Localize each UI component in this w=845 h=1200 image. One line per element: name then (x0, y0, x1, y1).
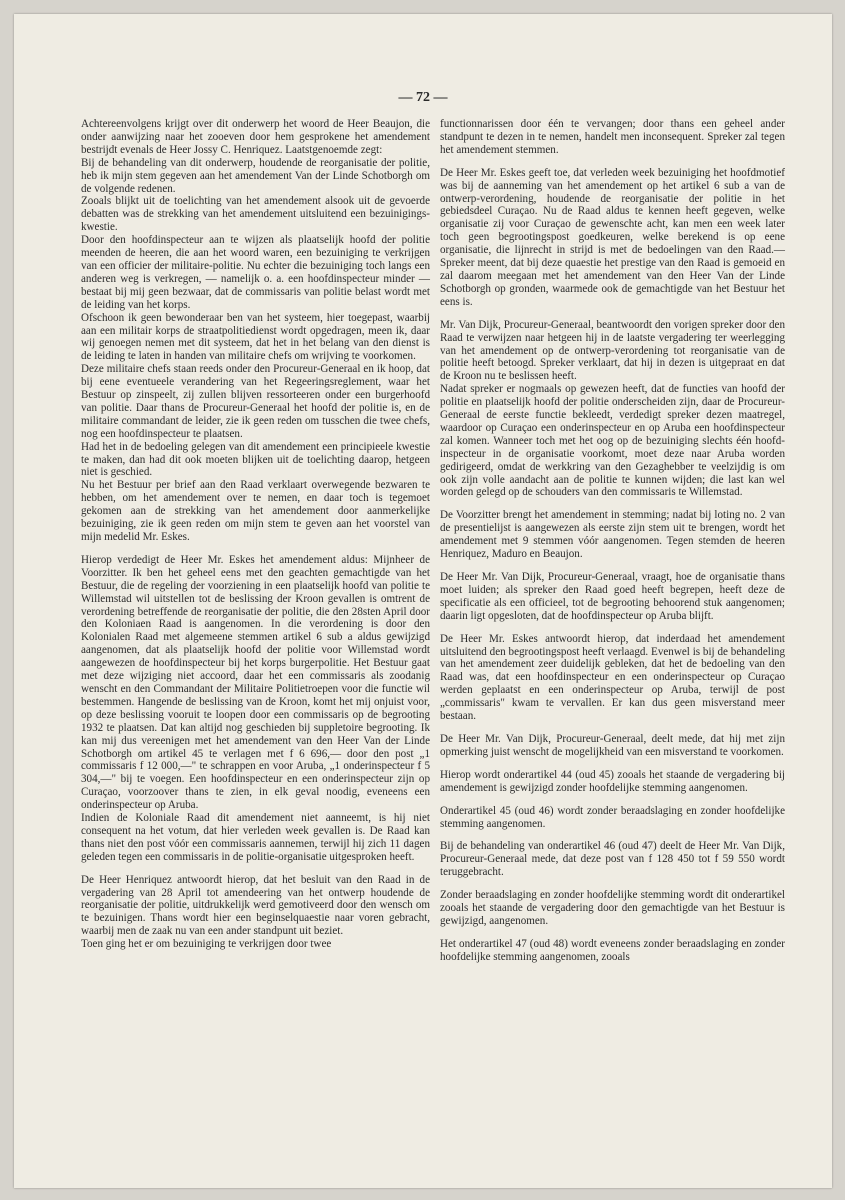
paragraph: Ofschoon ik geen bewonderaar ben van het systeem, hier toegepast, waarbij aan een militair korps de straatpolitiedienst wordt opgedragen, meen ik, daar wij genoegen nemen met dit systeem, dat het in het belang van den dienst is de leiding te laten in handen van militaire chefs om wrijving te voorkomen. (81, 311, 430, 363)
paragraph: Zooals blijkt uit de toelichting van het amendement alsook uit de gevoerde debatten was de strekking van het amendement uitsluitend een bezuinigings-kwestie. (81, 195, 430, 234)
left-column (81, 118, 430, 951)
paragraph: Achtereenvolgens krijgt over dit onderwerp het woord de Heer Beaujon, die onder aanwijzing naar het zooeven door hem gesprokene het amendement bestrijdt evenals de Heer Jossy C. Henriquez. Laatstgenoemde zegt: (81, 118, 430, 156)
paragraph: Deze militaire chefs staan reeds onder den Procureur-Generaal en ik hoop, dat bij eene eventueele verandering van het Regeeringsreglement, waar het Bestuur op zinspeelt, zij zullen blijven ressorteeren onder een burgerhoofd van politie. Daar thans de Procureur-Generaal het hoofd der politie is, en de militaire commandant de leider, zie ik geen reden om tusschen die twee chefs, nog een hoofdinspecteur te plaatsen. (81, 363, 430, 440)
paragraph: Hierop verdedigt de Heer Mr. Eskes het amendement aldus: Mijnheer de Voorzitter. Ik ben het geheel eens met den geachten gemachtigde van het Bestuur, die de regeling der voorziening in een plaatselijk hoofd van politie te Willemstad wil uitstellen tot de beslissing der Kroon gevallen is omtrent de verordening betreffende de reorganisatie der politie, die den 28sten April door den Koloniaen Raad is aangenomen. In die verordening is door den Kolonialen Raad met algemeene stemmen artikel 6 sub a aldus gewijzigd aangenomen, dat als plaatselijk hoofd der politie voor Willemstad wordt aangewezen de hoofdinspecteur bij het korps burgerpolitie. Het Bestuur gaat met deze wijziging niet accoord, daar het een commissaris als zoodanig wenscht en den Commandant der Militaire Politietroepen voor die functie wil bestemmen. Hangende de beslissing van de Kroon, komt het mij onjuist voor, op deze beslissing vooruit te loopen door een commissaris op de begrooting 1932 te plaatsen. Dat kan altijd nog geschieden bij suppletoire begrooting. Ik kan mij dus vereenigen met het amendement van den Heer Van der Linde Schotborgh om artikel 45 te verlagen met f 6 696,— door den post „1 commissaris f 12 000,—" te schrappen en voor Aruba, „1 onderinspecteur f 5 304,—" bij te voegen. Een hoofdinspecteur en een onderinspecteur zijn op Curaçao, voorzoover thans te zien, in elk geval noodig, eveneens een onderinspecteur op Aruba. (81, 553, 430, 812)
paragraph: Bij de behandeling van onderartikel 46 (oud 47) deelt de Heer Mr. Van Dijk, Procureur-Generaal mede, dat deze post van f 128 450 tot f 59 550 wordt teruggebracht. (440, 840, 785, 879)
paragraph: Mr. Van Dijk, Procureur-Generaal, beantwoordt den vorigen spreker door den Raad te verwijzen naar hetgeen hij in de laatste vergadering ter weerlegging van het amendement op de ontwerp-verordening tot reorganisatie van de politie heeft betoogd. Spreker verklaart, dat hij in dezen is uitgepraat en dat de Kroon nu te beslissen heeft. (440, 318, 785, 383)
page-number: — 72 — (398, 90, 448, 105)
paragraph: Bij de behandeling van dit onderwerp, houdende de reorganisatie der politie, heb ik mijn stem gegeven aan het amendement Van der Linde Schotborgh om de volgende redenen. (81, 156, 430, 195)
paragraph: De Heer Henriquez antwoordt hierop, dat het besluit van den Raad in de vergadering van 28 April tot amendeering van het ontwerp houdende de reorganisatie der politie, uitdrukkelijk werd gemotiveerd door den wensch om te bezuinigen. Thans wordt hier een beginselquaestie naar voren gebracht, waarbij men de zaak nu van een ander standpunt uit beziet. (81, 873, 430, 938)
paragraph: functionnarissen door één te vervangen; door thans een geheel ander standpunt te dezen in te nemen, handelt men inconsequent. Spreker zal tegen het amendement stemmen. (440, 118, 785, 156)
document-page (14, 14, 832, 1188)
paragraph: De Heer Mr. Van Dijk, Procureur-Generaal, vraagt, hoe de organisatie thans moet luiden; als spreker den Raad goed heeft begrepen, heeft deze de specificatie als een officieel, tot de begrooting behoorend stuk aangenomen; daarin ligt opgesloten, dat de hoofdinspecteur op Aruba blijft. (440, 571, 785, 622)
paragraph: Toen ging het er om bezuiniging te verkrijgen door twee (81, 938, 332, 951)
right-column (440, 118, 785, 964)
paragraph: Nu het Bestuur per brief aan den Raad verklaart overwegende bezwaren te hebben, om het amendement over te nemen, en daar toch is tegemoet gekomen aan de strekking van het amendement door aanmerkelijke bezuiniging, zie ik geen reden om mijn stem te geven aan het voorstel van mijn medelid Mr. Eskes. (81, 479, 430, 543)
paragraph: Indien de Koloniale Raad dit amendement niet aanneemt, is hij niet consequent na het votum, dat hier verleden week gevallen is. De Raad kan thans niet den post vóór een commissaris aannemen, terwijl hij zich 11 dagen geleden tegen een commissaris in de politie-organisatie uitgesproken heeft. (81, 812, 430, 863)
paragraph: Door den hoofdinspecteur aan te wijzen als plaatselijk hoofd der politie meenden de heeren, die aan het woord waren, een bezuiniging te verkrijgen van een officier der militaire-politie. Nu echter die bezuiniging toch langs een anderen weg is verkregen, — namelijk o. a. een hoofdinspecteur minder — bestaat bij mij geen bezwaar, dat de commissaris van politie belast wordt met de leiding van het korps. (81, 234, 430, 311)
paragraph: Onderartikel 45 (oud 46) wordt zonder beraadslaging en zonder hoofdelijke stemming aangenomen. (440, 804, 785, 830)
paragraph: Zonder beraadslaging en zonder hoofdelijke stemming wordt dit onderartikel zooals het staande de vergadering door den gemachtigde van het Bestuur is gewijzigd, aangenomen. (440, 889, 785, 927)
paragraph: De Heer Mr. Eskes geeft toe, dat verleden week bezuiniging het hoofdmotief was bij de aanneming van het amendement op het artikel 6 sub a van de ontwerp-verordening, houdende de reorganisatie der politie in het gebiedsdeel Curaçao. Nu de Raad aldus te kennen heeft gegeven, welke organisatie zij voor Curaçao de gewenschte acht, kan men een week later toch geen begrootingspost goedkeuren, welke berekend is op eene organisatie, die lijnrecht in strijd is met de bedoelingen van den Raad.— Spreker meent, dat bij deze quaestie het prestige van den Raad is gemoeid en zal daarom meegaan met het amendement van den Heer Van der Linde Schotborgh op gronden, waarmede ook de gemachtigde van het Bestuur het eens is. (440, 166, 785, 308)
paragraph: Had het in de bedoeling gelegen van dit amendement een principieele kwestie te maken, dan had dit ook moeten blijken uit de toelichting daarop, hetgeen niet is geschied. (81, 440, 430, 479)
paragraph: Hierop wordt onderartikel 44 (oud 45) zooals het staande de vergadering bij amendement is gewijzigd zonder hoofdelijke stemming aangenomen. (440, 768, 785, 794)
paragraph: Nadat spreker er nogmaals op gewezen heeft, dat de functies van hoofd der politie en plaatselijk hoofd der politie onderscheiden zijn, daar de Procureur-Generaal de eerste functie bekleedt, verdedigt spreker dezen maatregel, waardoor op Curaçao een onderinspecteur en op Aruba een hoofdinspecteur zal komen. Wanneer toch met het oog op de bezuiniging slechts één hoofd-inspecteur in de organisatie voorkomt, moet deze naar Aruba worden gedirigeerd, omdat de werkkring van den Gezaghebber te veelzijdig is om ook zijn volle aandacht aan de politie te kunnen wijden; die last kan wel worden gelegd op de schouders van den commissaris te Willemstad. (440, 383, 785, 499)
paragraph: De Voorzitter brengt het amendement in stemming; nadat bij loting no. 2 van de presentielijst is aangewezen als eerste zijn stem uit te brengen, wordt het amendement met 9 stemmen vóór aangenomen. Tegen stemden de heeren Henriquez, Maduro en Beaujon. (440, 509, 785, 561)
paragraph: Het onderartikel 47 (oud 48) wordt eveneens zonder beraadslaging en zonder hoofdelijke stemming aangenomen, zooals (440, 937, 785, 963)
paragraph: De Heer Mr. Van Dijk, Procureur-Generaal, deelt mede, dat hij met zijn opmerking juist wenscht de mogelijkheid van een misverstand te voorkomen. (440, 732, 785, 758)
paragraph: De Heer Mr. Eskes antwoordt hierop, dat inderdaad het amendement uitsluitend den begrootingspost heeft verlaagd. Evenwel is bij de behandeling van het amendement zeer duidelijk gebleken, dat het de bedoeling van den Raad was, dat een hoofdinspecteur en een onderinspecteur op Curaçao werden geplaatst en een onderinspecteur op Aruba, terwijl de post „commissaris" kwam te vervallen. Er kan dus geen misverstand meer bestaan. (440, 632, 785, 723)
